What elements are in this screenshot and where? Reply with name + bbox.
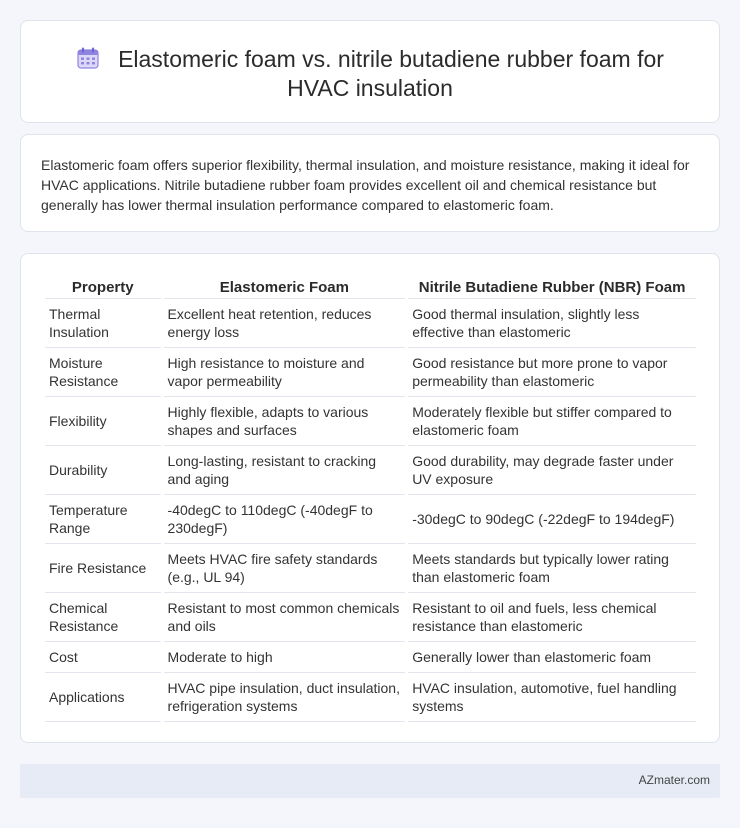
footer: [20, 764, 720, 798]
summary-text: Elastomeric foam offers superior flexibility, thermal insulation, and moisture resistance, making it ideal for HVAC applications. Nitrile butadiene rubber foam provides excellent oil and chemical resistance but generally has lower thermal insulation performance compared to elastomeric foam.: [41, 157, 690, 213]
row-property: Cost: [45, 642, 161, 673]
row-property: Durability: [45, 446, 161, 495]
comparison-table-card: [20, 253, 720, 743]
row-property: Applications: [45, 673, 161, 722]
table-row: [45, 299, 696, 348]
row-elastomeric-value: Highly flexible, adapts to various shapes and surfaces: [164, 397, 406, 446]
table-row: [45, 642, 696, 673]
row-property: Thermal Insulation: [45, 299, 161, 348]
row-property: Moisture Resistance: [45, 348, 161, 397]
table-row: [45, 495, 696, 544]
row-nbr-value: Good thermal insulation, slightly less effective than elastomeric: [408, 299, 696, 348]
table-header-row: [45, 275, 696, 299]
title-card: [20, 20, 720, 123]
row-nbr-value: Resistant to oil and fuels, less chemical resistance than elastomeric: [408, 593, 696, 642]
calendar-icon: [76, 47, 100, 69]
table-row: [45, 593, 696, 642]
table-row: [45, 673, 696, 722]
row-elastomeric-value: Long-lasting, resistant to cracking and aging: [164, 446, 406, 495]
row-property: Temperature Range: [45, 495, 161, 544]
row-elastomeric-value: -40degC to 110degC (-40degF to 230degF): [164, 495, 406, 544]
row-elastomeric-value: Moderate to high: [164, 642, 406, 673]
table-row: [45, 446, 696, 495]
row-elastomeric-value: Resistant to most common chemicals and oils: [164, 593, 406, 642]
row-nbr-value: Good durability, may degrade faster under UV exposure: [408, 446, 696, 495]
row-nbr-value: Meets standards but typically lower rating than elastomeric foam: [408, 544, 696, 593]
header-nbr-foam: Nitrile Butadiene Rubber (NBR) Foam: [408, 275, 696, 299]
row-elastomeric-value: High resistance to moisture and vapor permeability: [164, 348, 406, 397]
table-row: [45, 348, 696, 397]
page-title: [21, 45, 719, 103]
table-row: [45, 397, 696, 446]
header-elastomeric-foam: Elastomeric Foam: [164, 275, 406, 299]
table-row: [45, 544, 696, 593]
summary-card: [20, 134, 720, 232]
row-elastomeric-value: Meets HVAC fire safety standards (e.g., UL 94): [164, 544, 406, 593]
row-property: Flexibility: [45, 397, 161, 446]
page-title-text: Elastomeric foam vs. nitrile butadiene rubber foam for HVAC insulation: [118, 46, 664, 101]
comparison-table: [42, 275, 699, 722]
row-nbr-value: HVAC insulation, automotive, fuel handling systems: [408, 673, 696, 722]
row-property: Chemical Resistance: [45, 593, 161, 642]
row-nbr-value: Moderately flexible but stiffer compared to elastomeric foam: [408, 397, 696, 446]
row-nbr-value: Generally lower than elastomeric foam: [408, 642, 696, 673]
row-nbr-value: Good resistance but more prone to vapor permeability than elastomeric: [408, 348, 696, 397]
row-property: Fire Resistance: [45, 544, 161, 593]
footer-brand: AZmater.com: [638, 773, 710, 787]
row-elastomeric-value: HVAC pipe insulation, duct insulation, refrigeration systems: [164, 673, 406, 722]
header-property: Property: [45, 275, 161, 299]
row-nbr-value: -30degC to 90degC (-22degF to 194degF): [408, 495, 696, 544]
row-elastomeric-value: Excellent heat retention, reduces energy loss: [164, 299, 406, 348]
